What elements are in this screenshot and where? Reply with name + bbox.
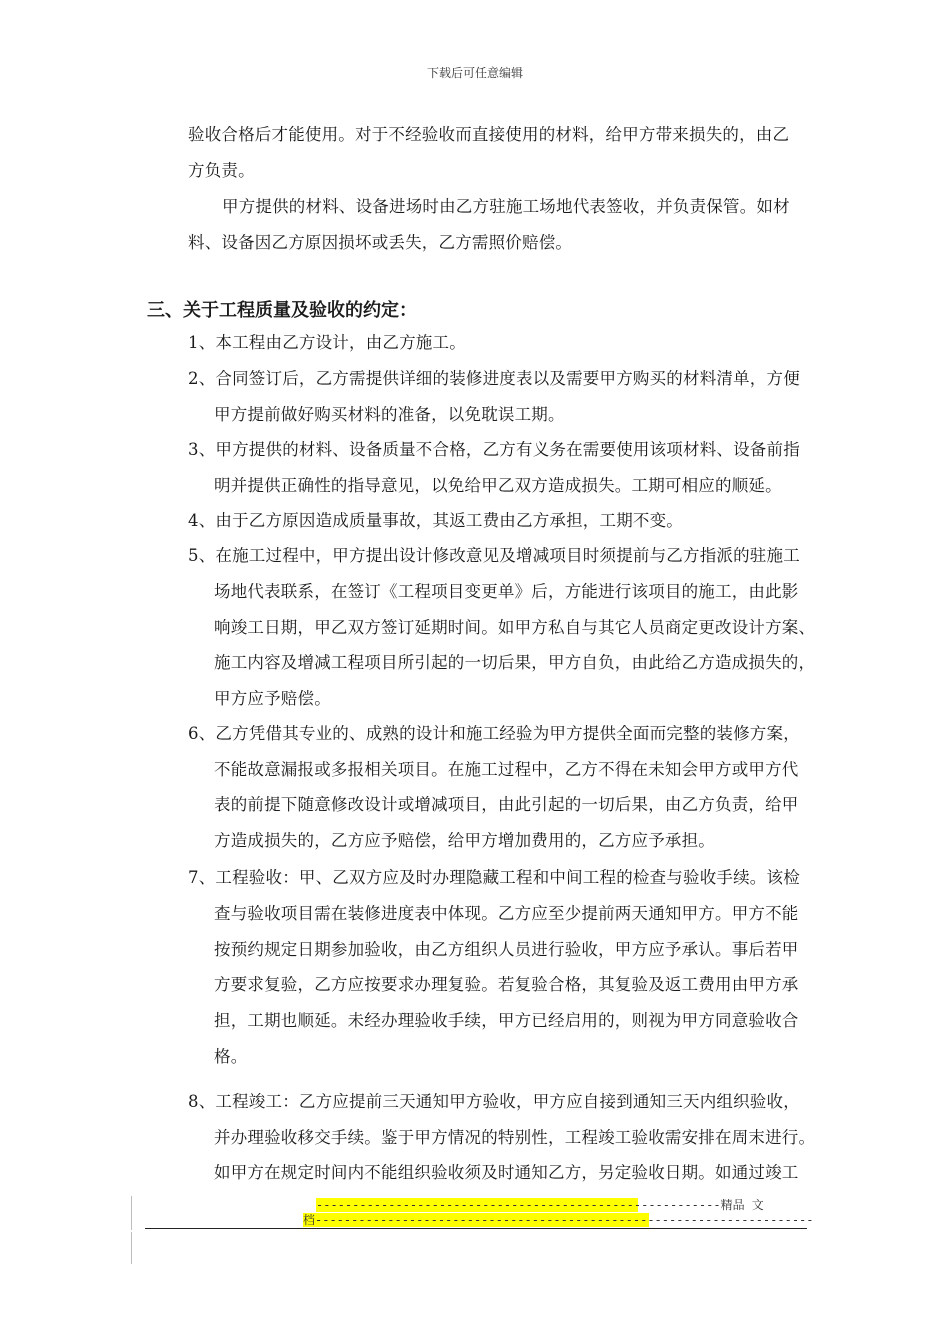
text-line: 验收合格后才能使用。对于不经验收而直接使用的材料，给甲方带来损失的，由乙 [188,125,790,144]
text-line: 7、工程验收：甲、乙双方应及时办理隐藏工程和中间工程的检查与验收手续。该检 [188,868,800,887]
text-line: 甲方应予赔偿。 [214,689,331,708]
footer-rule [145,1228,807,1229]
text-line: 3、甲方提供的材料、设备质量不合格，乙方有义务在需要使用该项材料、设备前指 [188,440,800,459]
page-header: 下载后可任意编辑 [426,66,523,80]
text-line: 响竣工日期，甲乙双方签订延期时间。如甲方私自与其它人员商定更改设计方案、 [214,618,816,637]
text-line: 6、乙方凭借其专业的、成熟的设计和施工经验为甲方提供全面而完整的装修方案， [188,724,800,743]
text-line: 格。 [214,1047,248,1066]
text-line: 方造成损失的，乙方应予赔偿，给甲方增加费用的，乙方应予承担。 [214,831,715,850]
text-line: 8、工程竣工：乙方应提前三天通知甲方验收，甲方应自接到通知三天内组织验收， [188,1092,800,1111]
text-line: 不能故意漏报或多报相关项目。在施工过程中，乙方不得在未知会甲方或甲方代 [214,760,799,779]
text-line: 4、由于乙方原因造成质量事故，其返工费由乙方承担，工期不变。 [188,511,683,530]
section-heading: 三、关于工程质量及验收的约定： [147,300,417,321]
text-line: 担，工期也顺延。未经办理验收手续，甲方已经启用的，则视为甲方同意验收合 [214,1011,799,1030]
text-line: 甲方提前做好购买材料的准备，以免耽误工期。 [214,405,565,424]
margin-rule-bottom [131,1232,132,1264]
text-line: 如甲方在规定时间内不能组织验收须及时通知乙方，另定验收日期。如通过竣工 [214,1163,799,1182]
text-line: 5、在施工过程中，甲方提出设计修改意见及增减项目时须提前与乙方指派的驻施工 [188,546,800,565]
text-line: 施工内容及增减工程项目所引起的一切后果，甲方自负，由此给乙方造成损失的， [214,653,816,672]
text-line: 表的前提下随意修改设计或增减项目，由此引起的一切后果，由乙方负责，给甲 [214,795,799,814]
text-line: 方要求复验，乙方应按要求办理复验。若复验合格，其复验及返工费用由甲方承 [214,975,799,994]
text-line: 查与验收项目需在装修进度表中体现。乙方应至少提前两天通知甲方。甲方不能 [214,904,799,923]
text-line: 方负责。 [188,161,255,180]
text-line: 按预约规定日期参加验收，由乙方组织人员进行验收，甲方应予承认。事后若甲 [214,940,799,959]
text-line: 明并提供正确性的指导意见，以免给甲乙双方造成损失。工期可相应的顺延。 [214,476,782,495]
text-line: 甲方提供的材料、设备进场时由乙方驻施工场地代表签收，并负责保管。如材 [222,197,790,216]
footer-watermark-line-2: 档--------------------------------------------------------------------- [303,1213,814,1227]
text-line: 2、合同签订后，乙方需提供详细的装修进度表以及需要甲方购买的材料清单，方便 [188,369,800,388]
text-line: 料、设备因乙方原因损坏或丢失，乙方需照价赔偿。 [188,233,573,252]
text-line: 1、本工程由乙方设计，由乙方施工。 [188,333,466,352]
margin-rule-top [131,1196,132,1230]
footer-watermark-line-1: --------------------------------------------------------精品 文 [316,1198,764,1212]
text-line: 场地代表联系，在签订《工程项目变更单》后，方能进行该项目的施工，由此影 [214,582,799,601]
text-line: 并办理验收移交手续。鉴于甲方情况的特别性，工程竣工验收需安排在周末进行。 [214,1128,816,1147]
